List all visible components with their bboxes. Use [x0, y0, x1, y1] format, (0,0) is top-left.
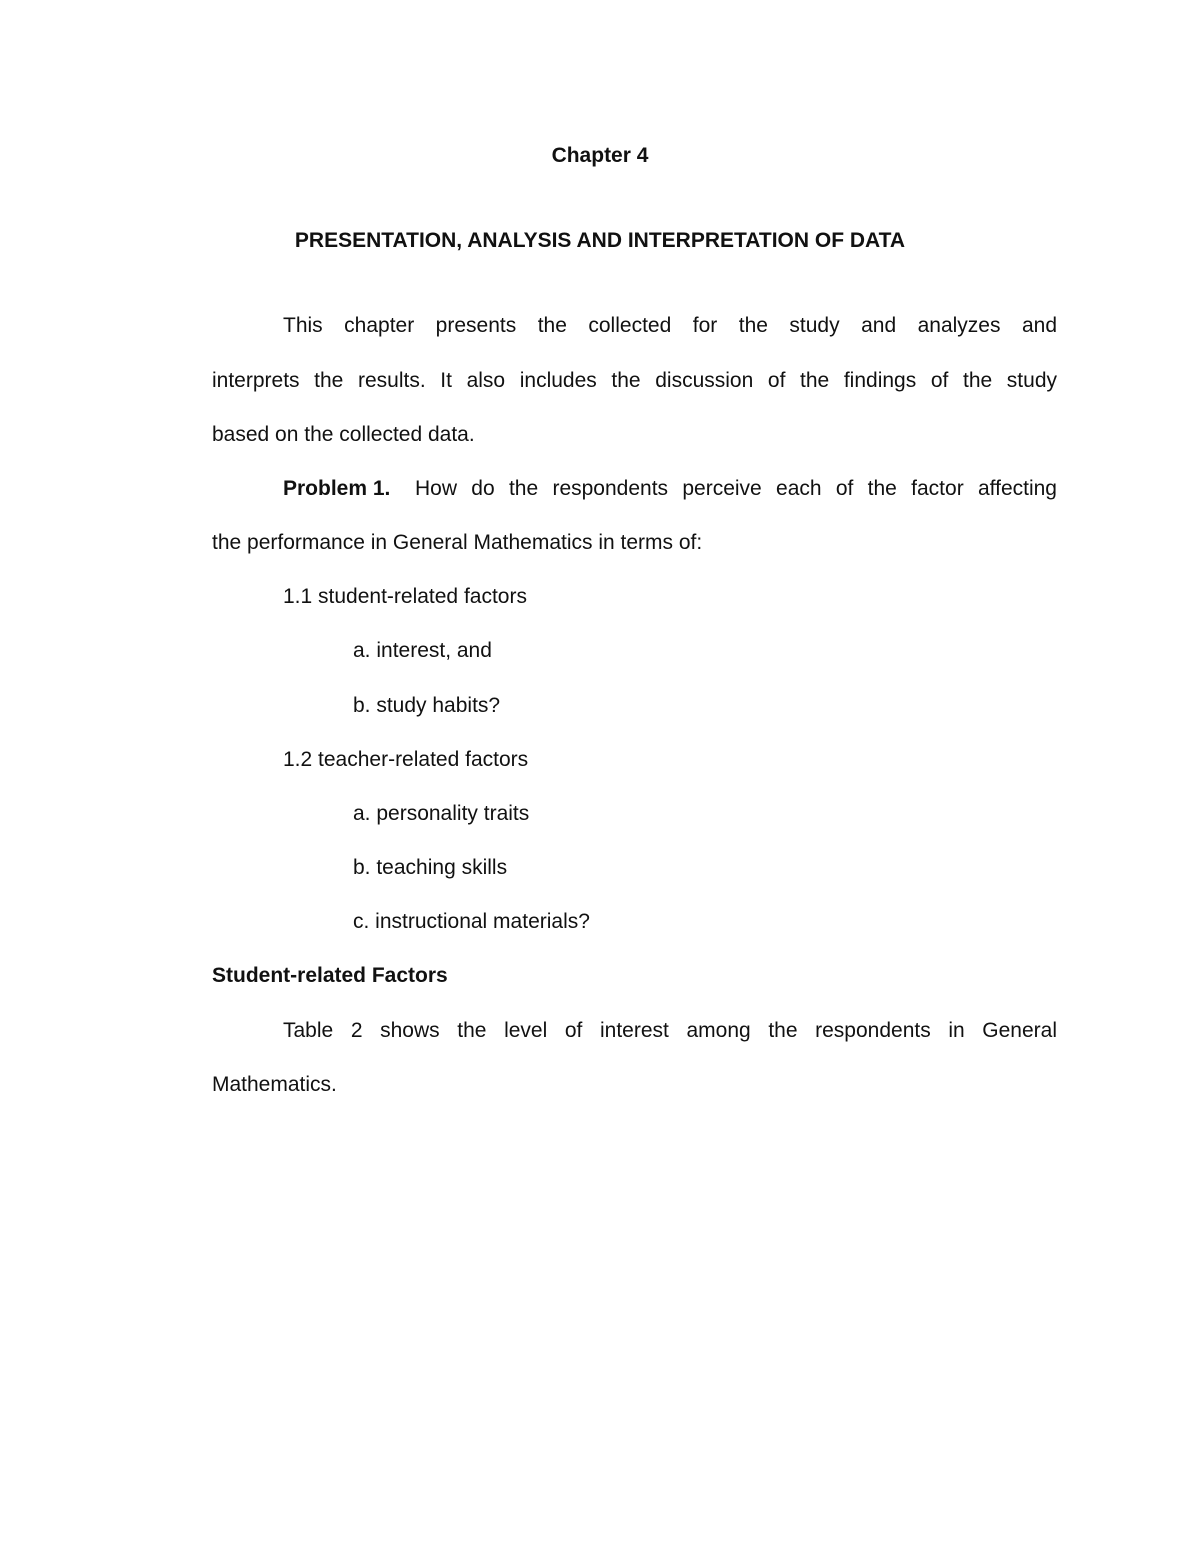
list-item-1-2: 1.2 teacher-related factors	[283, 748, 529, 771]
problem-question-start: How do the respondents perceive each of the factor affecting	[415, 477, 1057, 500]
problem-label: Problem 1.	[283, 477, 391, 500]
list-item-1-1-b: b. study habits?	[353, 694, 501, 717]
problem-line-1	[283, 478, 1057, 499]
subheading: Student-related Factors	[212, 964, 448, 987]
list-item-1-2-c: c. instructional materials?	[353, 910, 590, 933]
section-title: PRESENTATION, ANALYSIS AND INTERPRETATION OF DATA	[294, 229, 906, 252]
problem-line-2: the performance in General Mathematics in terms of:	[212, 531, 703, 554]
list-item-1-1: 1.1 student-related factors	[283, 585, 527, 608]
intro-paragraph-line-3: based on the collected data.	[212, 423, 475, 446]
list-item-1-2-b: b. teaching skills	[353, 856, 508, 879]
list-item-1-2-a: a. personality traits	[353, 802, 530, 825]
table-intro-line-2: Mathematics.	[212, 1073, 337, 1096]
chapter-heading: Chapter 4	[551, 144, 649, 167]
intro-paragraph-line-1: This chapter presents the collected for the study and analyzes and	[283, 314, 1057, 337]
intro-paragraph-line-2: interprets the results. It also includes the discussion of the findings of the study	[212, 369, 1057, 392]
table-intro-line-1: Table 2 shows the level of interest among the respondents in General	[283, 1019, 1057, 1042]
list-item-1-1-a: a. interest, and	[353, 639, 492, 662]
